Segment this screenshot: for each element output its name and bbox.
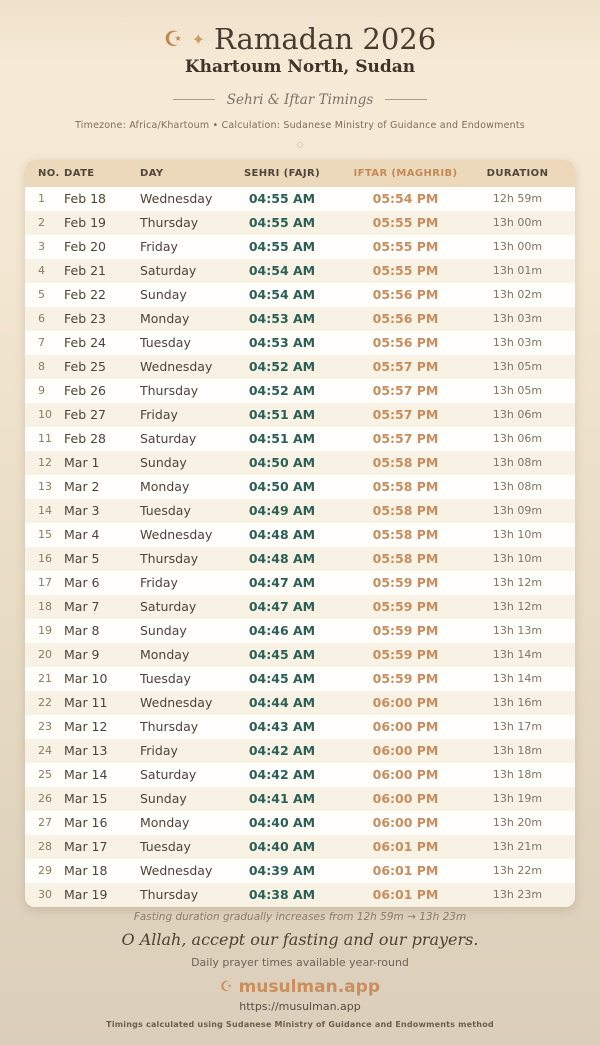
cell-sehri: 04:42 AM xyxy=(248,767,316,783)
cell-duration: 13h 03m xyxy=(492,336,543,350)
cell-duration: 13h 21m xyxy=(492,840,543,854)
cell-sehri: 04:55 AM xyxy=(248,239,316,255)
cell-no: 4 xyxy=(38,264,45,278)
table-row xyxy=(25,547,575,571)
cell-date: Mar 4 xyxy=(64,527,100,543)
table-header-row xyxy=(25,160,575,187)
subtitle-row xyxy=(0,92,600,108)
table-row xyxy=(25,883,575,907)
cell-no: 26 xyxy=(38,792,52,806)
subtitle: Sehri & Iftar Timings xyxy=(226,91,374,108)
cell-date: Mar 8 xyxy=(64,623,100,639)
cell-iftar: 05:59 PM xyxy=(372,623,439,639)
table-row xyxy=(25,715,575,739)
cell-iftar: 05:56 PM xyxy=(372,335,439,351)
header-section xyxy=(0,0,600,150)
cell-iftar: 05:56 PM xyxy=(372,287,439,303)
cell-no: 30 xyxy=(38,888,52,902)
cell-sehri: 04:50 AM xyxy=(248,479,316,495)
timings-card xyxy=(25,160,575,907)
cell-day: Tuesday xyxy=(140,671,191,687)
cell-duration: 13h 14m xyxy=(492,672,543,686)
cell-duration: 13h 14m xyxy=(492,648,543,662)
cell-sehri: 04:54 AM xyxy=(248,287,316,303)
cell-date: Feb 23 xyxy=(64,311,107,327)
cell-date: Mar 6 xyxy=(64,575,100,591)
cell-iftar: 05:58 PM xyxy=(372,455,439,471)
cell-iftar: 06:00 PM xyxy=(372,719,439,735)
table-row xyxy=(25,811,575,835)
cell-day: Tuesday xyxy=(140,503,191,519)
cell-date: Feb 27 xyxy=(64,407,107,423)
cell-date: Mar 10 xyxy=(64,671,108,687)
cell-day: Saturday xyxy=(140,767,197,783)
cell-iftar: 05:54 PM xyxy=(372,191,439,207)
cell-duration: 13h 13m xyxy=(492,624,543,638)
cell-sehri: 04:52 AM xyxy=(248,359,316,375)
cell-day: Friday xyxy=(140,239,178,255)
fasting-duration-note: Fasting duration gradually increases from 12h 59m → 13h 23m xyxy=(133,910,467,923)
cell-date: Mar 12 xyxy=(64,719,108,735)
cell-duration: 13h 12m xyxy=(492,600,543,614)
cell-duration: 13h 01m xyxy=(492,264,543,278)
cell-sehri: 04:55 AM xyxy=(248,215,316,231)
cell-iftar: 06:00 PM xyxy=(372,815,439,831)
cell-iftar: 05:58 PM xyxy=(372,551,439,567)
subtitle-divider-left xyxy=(173,99,215,100)
cell-date: Feb 26 xyxy=(64,383,107,399)
table-row xyxy=(25,835,575,859)
cell-iftar: 05:56 PM xyxy=(372,311,439,327)
table-row xyxy=(25,331,575,355)
table-row xyxy=(25,643,575,667)
dua-text: O Allah, accept our fasting and our prayers. xyxy=(121,929,479,949)
cell-day: Saturday xyxy=(140,599,197,615)
cell-sehri: 04:51 AM xyxy=(248,431,316,447)
cell-day: Saturday xyxy=(140,431,197,447)
cell-date: Mar 2 xyxy=(64,479,100,495)
table-row xyxy=(25,379,575,403)
cell-sehri: 04:54 AM xyxy=(248,263,316,279)
cell-duration: 13h 16m xyxy=(492,696,543,710)
cell-date: Mar 15 xyxy=(64,791,108,807)
cell-day: Sunday xyxy=(140,455,187,471)
cell-no: 11 xyxy=(38,432,52,446)
cell-duration: 13h 02m xyxy=(492,288,543,302)
cell-sehri: 04:44 AM xyxy=(248,695,316,711)
cell-day: Monday xyxy=(140,479,190,495)
cell-duration: 13h 18m xyxy=(492,744,543,758)
table-row xyxy=(25,187,575,211)
table-row xyxy=(25,763,575,787)
cell-day: Monday xyxy=(140,815,190,831)
cell-no: 10 xyxy=(38,408,52,422)
cell-iftar: 06:01 PM xyxy=(372,839,439,855)
table-row xyxy=(25,355,575,379)
cell-no: 5 xyxy=(38,288,45,302)
cell-iftar: 05:57 PM xyxy=(372,359,439,375)
cell-day: Friday xyxy=(140,407,178,423)
cell-date: Mar 9 xyxy=(64,647,100,663)
cell-date: Feb 19 xyxy=(64,215,107,231)
cell-date: Mar 11 xyxy=(64,695,108,711)
cell-no: 19 xyxy=(38,624,52,638)
cell-duration: 13h 08m xyxy=(492,456,543,470)
cell-duration: 13h 08m xyxy=(492,480,543,494)
cell-day: Sunday xyxy=(140,623,187,639)
cell-no: 25 xyxy=(38,768,52,782)
brand-link[interactable] xyxy=(220,977,380,997)
cell-day: Wednesday xyxy=(140,695,213,711)
col-header-day: DAY xyxy=(140,167,164,179)
table-row xyxy=(25,691,575,715)
table-row xyxy=(25,427,575,451)
sparkle-star-icon: ✦ xyxy=(191,29,206,49)
cell-date: Feb 28 xyxy=(64,431,107,447)
cell-no: 2 xyxy=(38,216,45,230)
cell-duration: 13h 22m xyxy=(492,864,543,878)
col-header-no: NO. xyxy=(38,167,60,179)
cell-day: Monday xyxy=(140,311,190,327)
cell-no: 14 xyxy=(38,504,52,518)
cell-no: 12 xyxy=(38,456,52,470)
table-row xyxy=(25,619,575,643)
cell-sehri: 04:39 AM xyxy=(248,863,316,879)
cell-sehri: 04:51 AM xyxy=(248,407,316,423)
cell-sehri: 04:47 AM xyxy=(248,599,316,615)
cell-duration: 12h 59m xyxy=(492,192,543,206)
cell-sehri: 04:41 AM xyxy=(248,791,316,807)
col-header-sehri: SEHRI (FAJR) xyxy=(243,167,321,179)
cell-no: 28 xyxy=(38,840,52,854)
cell-sehri: 04:53 AM xyxy=(248,311,316,327)
cell-date: Mar 3 xyxy=(64,503,100,519)
table-row xyxy=(25,499,575,523)
table-row xyxy=(25,859,575,883)
cell-day: Wednesday xyxy=(140,191,213,207)
cell-sehri: 04:40 AM xyxy=(248,815,316,831)
cell-sehri: 04:49 AM xyxy=(248,503,316,519)
cell-iftar: 05:58 PM xyxy=(372,503,439,519)
cell-duration: 13h 09m xyxy=(492,504,543,518)
cell-duration: 13h 10m xyxy=(492,552,543,566)
cell-iftar: 06:01 PM xyxy=(372,887,439,903)
cell-sehri: 04:42 AM xyxy=(248,743,316,759)
cell-sehri: 04:50 AM xyxy=(248,455,316,471)
cell-date: Feb 22 xyxy=(64,287,107,303)
brand-url[interactable]: https://musulman.app xyxy=(239,999,361,1013)
table-row xyxy=(25,475,575,499)
cell-duration: 13h 18m xyxy=(492,768,543,782)
cell-no: 22 xyxy=(38,696,52,710)
cell-iftar: 06:00 PM xyxy=(372,767,439,783)
location-title: Khartoum North, Sudan xyxy=(184,56,416,77)
cell-date: Feb 18 xyxy=(64,191,107,207)
cell-iftar: 05:55 PM xyxy=(372,239,439,255)
cell-no: 16 xyxy=(38,552,52,566)
cell-duration: 13h 00m xyxy=(492,216,543,230)
col-header-duration: DURATION xyxy=(486,167,549,179)
cell-iftar: 05:58 PM xyxy=(372,527,439,543)
cell-sehri: 04:40 AM xyxy=(248,839,316,855)
cell-day: Wednesday xyxy=(140,863,213,879)
table-row xyxy=(25,595,575,619)
table-row xyxy=(25,307,575,331)
cell-day: Friday xyxy=(140,575,178,591)
cell-iftar: 05:57 PM xyxy=(372,407,439,423)
cell-day: Monday xyxy=(140,647,190,663)
cell-no: 18 xyxy=(38,600,52,614)
title-line xyxy=(0,24,600,56)
cell-iftar: 05:58 PM xyxy=(372,479,439,495)
cell-day: Thursday xyxy=(140,887,199,903)
cell-duration: 13h 17m xyxy=(492,720,543,734)
cell-no: 8 xyxy=(38,360,45,374)
cell-day: Wednesday xyxy=(140,359,213,375)
cell-iftar: 06:00 PM xyxy=(372,743,439,759)
cell-no: 13 xyxy=(38,480,52,494)
cell-day: Wednesday xyxy=(140,527,213,543)
cell-day: Friday xyxy=(140,743,178,759)
cell-iftar: 05:59 PM xyxy=(372,575,439,591)
cell-day: Saturday xyxy=(140,263,197,279)
cell-date: Feb 25 xyxy=(64,359,107,375)
cell-no: 7 xyxy=(38,336,45,350)
cell-day: Thursday xyxy=(140,215,199,231)
cell-date: Mar 1 xyxy=(64,455,100,471)
cell-no: 15 xyxy=(38,528,52,542)
table-row xyxy=(25,787,575,811)
cell-duration: 13h 12m xyxy=(492,576,543,590)
cell-no: 6 xyxy=(38,312,45,326)
table-row xyxy=(25,211,575,235)
cell-no: 27 xyxy=(38,816,52,830)
table-row xyxy=(25,259,575,283)
cell-date: Mar 5 xyxy=(64,551,100,567)
cell-day: Thursday xyxy=(140,551,199,567)
method-note: Timings calculated using Sudanese Ministry of Guidance and Endowments method xyxy=(106,1019,494,1029)
table-row xyxy=(25,667,575,691)
col-header-date: DATE xyxy=(64,167,95,179)
timezone-calculation-meta: Timezone: Africa/Khartoum • Calculation: Sudanese Ministry of Guidance and Endowments xyxy=(75,119,525,131)
table-row xyxy=(25,523,575,547)
availability-text: Daily prayer times available year-round xyxy=(191,955,409,969)
cell-date: Feb 24 xyxy=(64,335,107,351)
cell-sehri: 04:38 AM xyxy=(248,887,316,903)
cell-sehri: 04:47 AM xyxy=(248,575,316,591)
cell-date: Mar 16 xyxy=(64,815,108,831)
cell-day: Sunday xyxy=(140,287,187,303)
cell-no: 23 xyxy=(38,720,52,734)
cell-duration: 13h 10m xyxy=(492,528,543,542)
cell-iftar: 05:59 PM xyxy=(372,647,439,663)
cell-duration: 13h 00m xyxy=(492,240,543,254)
cell-sehri: 04:48 AM xyxy=(248,551,316,567)
table-body xyxy=(25,187,575,907)
col-header-iftar: IFTAR (MAGHRIB) xyxy=(353,167,458,179)
cell-date: Mar 13 xyxy=(64,743,108,759)
cell-no: 1 xyxy=(38,192,45,206)
table-row xyxy=(25,283,575,307)
cell-day: Sunday xyxy=(140,791,187,807)
table-row xyxy=(25,403,575,427)
cell-sehri: 04:43 AM xyxy=(248,719,316,735)
cell-day: Tuesday xyxy=(140,335,191,351)
cell-no: 20 xyxy=(38,648,52,662)
cell-duration: 13h 23m xyxy=(492,888,543,902)
cell-duration: 13h 03m xyxy=(492,312,543,326)
brand-crescent-icon: ☪ xyxy=(220,978,233,995)
cell-iftar: 05:57 PM xyxy=(372,431,439,447)
table-row xyxy=(25,571,575,595)
cell-sehri: 04:45 AM xyxy=(248,647,316,663)
cell-duration: 13h 05m xyxy=(492,360,543,374)
cell-sehri: 04:52 AM xyxy=(248,383,316,399)
cell-date: Feb 21 xyxy=(64,263,107,279)
footer-section xyxy=(0,911,600,1029)
brand-name: musulman.app xyxy=(238,976,380,997)
cell-no: 17 xyxy=(38,576,52,590)
cell-iftar: 06:00 PM xyxy=(372,791,439,807)
cell-date: Mar 19 xyxy=(64,887,108,903)
cell-sehri: 04:55 AM xyxy=(248,191,316,207)
cell-date: Mar 17 xyxy=(64,839,108,855)
cell-date: Mar 14 xyxy=(64,767,108,783)
cell-sehri: 04:46 AM xyxy=(248,623,316,639)
cell-no: 9 xyxy=(38,384,45,398)
cell-date: Mar 7 xyxy=(64,599,100,615)
table-row xyxy=(25,451,575,475)
cell-duration: 13h 06m xyxy=(492,432,543,446)
cell-sehri: 04:48 AM xyxy=(248,527,316,543)
table-row xyxy=(25,235,575,259)
cell-iftar: 06:00 PM xyxy=(372,695,439,711)
cell-no: 29 xyxy=(38,864,52,878)
cell-iftar: 05:57 PM xyxy=(372,383,439,399)
cell-sehri: 04:53 AM xyxy=(248,335,316,351)
cell-sehri: 04:45 AM xyxy=(248,671,316,687)
cell-date: Feb 20 xyxy=(64,239,107,255)
cell-iftar: 05:55 PM xyxy=(372,263,439,279)
subtitle-divider-right xyxy=(385,99,427,100)
cell-no: 3 xyxy=(38,240,45,254)
cell-day: Thursday xyxy=(140,383,199,399)
table-row xyxy=(25,739,575,763)
cell-iftar: 06:01 PM xyxy=(372,863,439,879)
cell-iftar: 05:59 PM xyxy=(372,671,439,687)
cell-no: 24 xyxy=(38,744,52,758)
cell-duration: 13h 20m xyxy=(492,816,543,830)
cell-duration: 13h 19m xyxy=(492,792,543,806)
cell-duration: 13h 05m xyxy=(492,384,543,398)
cell-duration: 13h 06m xyxy=(492,408,543,422)
cell-no: 21 xyxy=(38,672,52,686)
cell-iftar: 05:55 PM xyxy=(372,215,439,231)
cell-date: Mar 18 xyxy=(64,863,108,879)
cell-day: Thursday xyxy=(140,719,199,735)
crescent-moon-icon: ☪ xyxy=(163,27,183,52)
diamond-ornament-icon: ◇ xyxy=(296,139,304,150)
page-title: Ramadan 2026 xyxy=(214,22,437,56)
cell-day: Tuesday xyxy=(140,839,191,855)
cell-iftar: 05:59 PM xyxy=(372,599,439,615)
